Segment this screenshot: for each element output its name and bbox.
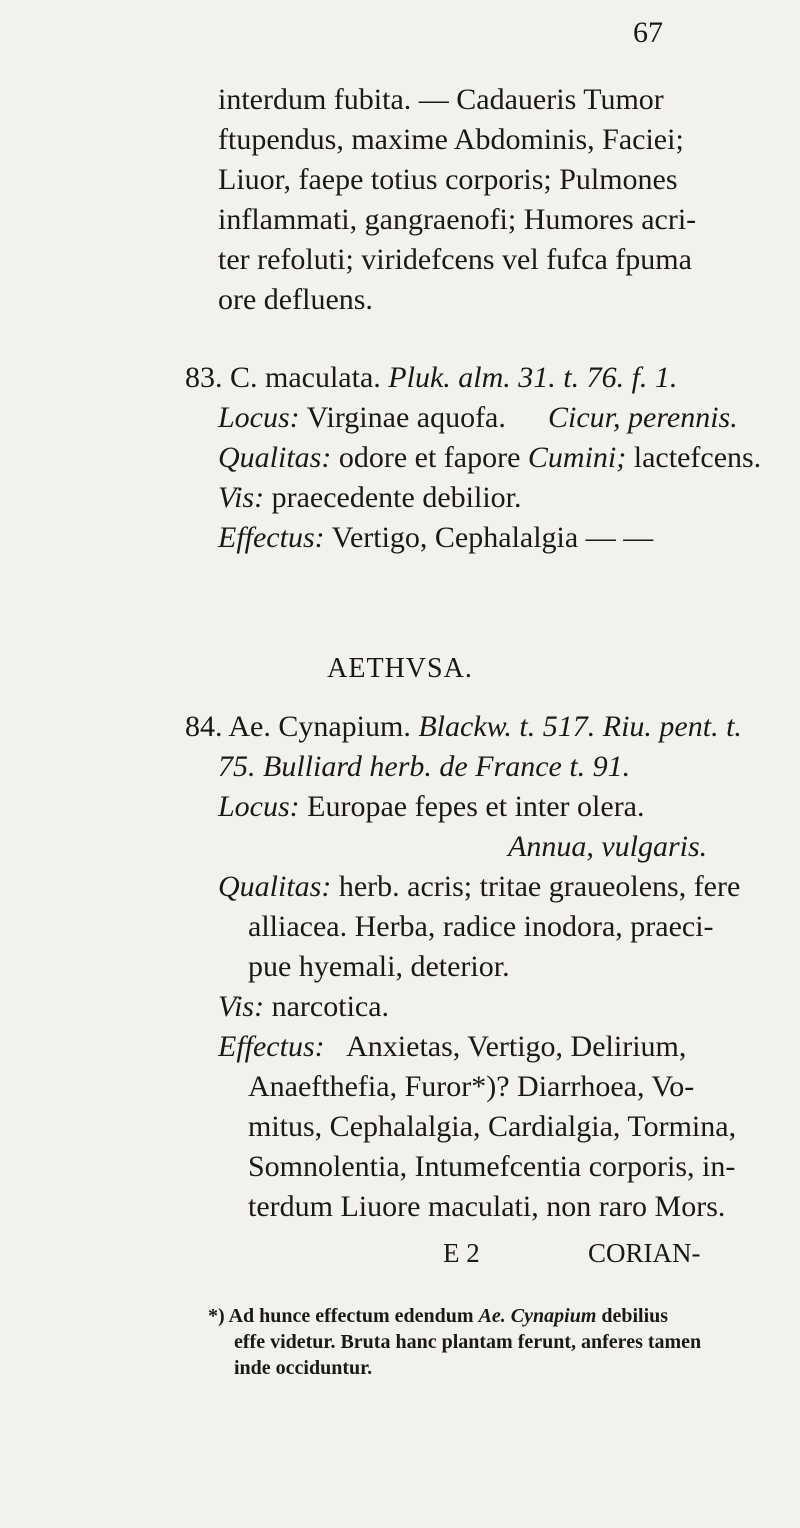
locus-note: Annua, vulgaris. xyxy=(508,830,708,863)
locus-label: Locus: xyxy=(218,401,300,434)
reference: Pluk. alm. 31. t. 76. f. 1. xyxy=(388,361,678,394)
effectus-continued: terdum Liuore maculati, non raro Mors. xyxy=(248,1190,726,1223)
text-line: ter refoluti; viridefcens vel fufca fpuma xyxy=(218,243,692,276)
entry-header xyxy=(185,358,677,398)
text-line: inflammati, gangraenofi; Humores acri- xyxy=(218,203,697,236)
qualitas-line xyxy=(218,867,740,907)
effectus-continued: Somnolentia, Intumefcentia corporis, in- xyxy=(248,1150,736,1183)
footnote-species: Ae. Cynapium xyxy=(478,1305,597,1327)
locus-value: Europae fepes et inter olera. xyxy=(307,790,645,823)
qualitas-value: herb. acris; tritae graueolens, fere xyxy=(338,870,741,903)
vis-value: praecedente debilior. xyxy=(271,481,522,514)
reference: Blackw. t. 517. Riu. pent. t. xyxy=(418,710,742,743)
species-name: Ae. Cynapium. xyxy=(228,710,411,743)
locus-label: Locus: xyxy=(218,790,300,823)
effectus-label: Effectus: xyxy=(218,521,325,554)
effectus-value: Vertigo, Cephalalgia — — xyxy=(331,521,654,554)
effectus-continued: mitus, Cephalalgia, Cardialgia, Tormina, xyxy=(248,1110,737,1143)
effectus-label: Effectus: xyxy=(218,1030,325,1063)
footnote-text: Ad hunce effectum edendum xyxy=(228,1305,474,1327)
signature-mark: E 2 xyxy=(443,1238,480,1268)
footnote-marker: *) xyxy=(208,1305,225,1327)
locus-value: Virginae aquofa. xyxy=(306,401,506,434)
locus-line xyxy=(218,787,645,827)
locus-note: Cicur, perennis. xyxy=(548,401,738,434)
effectus-value: Anxietas, Vertigo, Delirium, xyxy=(346,1030,687,1063)
text-line: Liuor, faepe totius corporis; Pulmones xyxy=(218,163,678,196)
footnote-line: effe videtur. Bruta hanc plantam ferunt, anferes tamen xyxy=(234,1331,702,1353)
page-number: 67 xyxy=(633,16,663,49)
entry-number: 84. xyxy=(185,710,223,743)
reference-continued: 75. Bulliard herb. de France t. 91. xyxy=(218,750,631,783)
catchword: CORIAN- xyxy=(588,1238,701,1268)
text-line: ftupendus, maxime Abdominis, Faciei; xyxy=(218,123,684,156)
footnote-line: inde occiduntur. xyxy=(234,1357,373,1379)
footnote-line xyxy=(208,1303,668,1329)
section-heading: AETHVSA. xyxy=(327,653,473,684)
vis-label: Vis: xyxy=(218,990,265,1023)
qualitas-label: Qualitas: xyxy=(218,870,332,903)
text-line: ore defluens. xyxy=(218,283,373,316)
qualitas-line xyxy=(218,438,761,478)
species-name: C. maculata. xyxy=(230,361,381,394)
locus-line xyxy=(218,398,506,438)
effectus-continued: Anaefthefia, Furor*)? Diarrhoea, Vo- xyxy=(248,1070,695,1103)
effectus-line xyxy=(218,518,653,558)
qualitas-value: odore et fapore xyxy=(338,441,521,474)
text-line: interdum fubita. — Cadaueris Tumor xyxy=(218,83,664,116)
qualitas-continued: alliacea. Herba, radice inodora, praeci- xyxy=(248,910,714,943)
vis-value: narcotica. xyxy=(271,990,390,1023)
vis-line xyxy=(218,987,389,1027)
entry-number: 83. xyxy=(185,361,223,394)
qualitas-value-end: lactefcens. xyxy=(633,441,762,474)
vis-line xyxy=(218,478,521,518)
effectus-line xyxy=(218,1027,686,1067)
footnote-text-end: debilius xyxy=(601,1305,669,1327)
vis-label: Vis: xyxy=(218,481,265,514)
entry-header xyxy=(185,707,742,747)
qualitas-label: Qualitas: xyxy=(218,441,332,474)
qualitas-continued: pue hyemali, deterior. xyxy=(248,950,510,983)
qualitas-italic: Cumini; xyxy=(527,441,627,474)
